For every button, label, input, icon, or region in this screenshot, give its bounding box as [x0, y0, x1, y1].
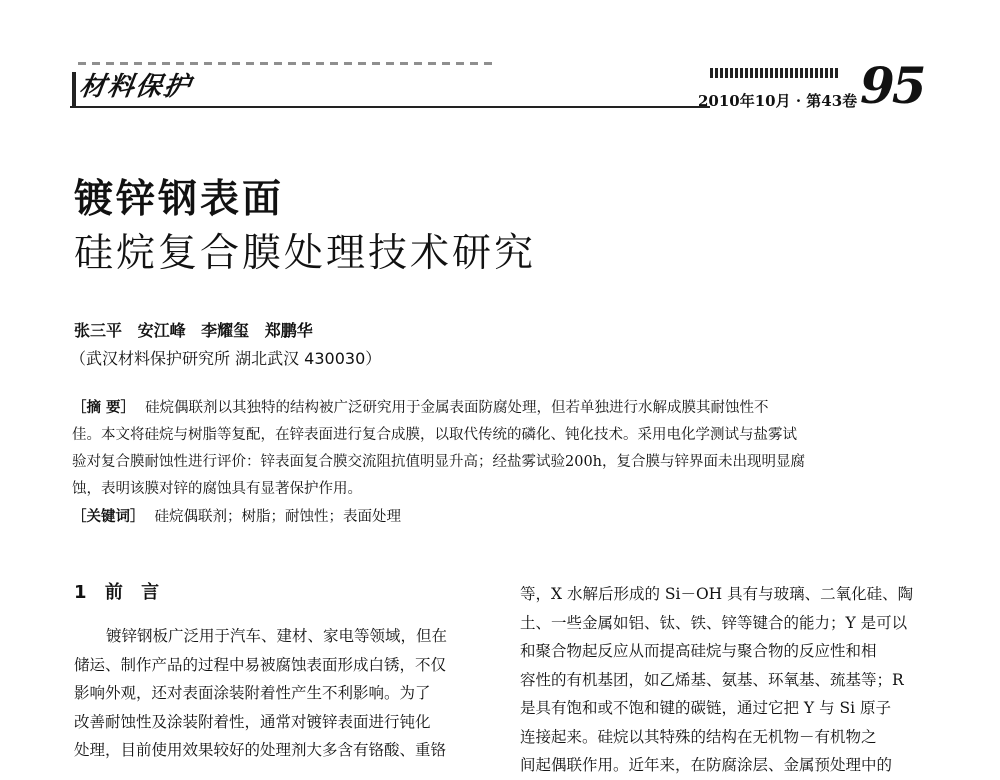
running-header — [70, 52, 924, 118]
authors: 张三平 安江峰 李耀玺 郑鹏华 — [74, 321, 313, 340]
body-line: 镀锌钢板广泛用于汽车、建材、家电等领域，但在 — [106, 627, 448, 645]
abstract-line: 蚀，表明该膜对锌的腐蚀具有显著保护作用。 — [72, 481, 362, 497]
keywords-line — [72, 503, 934, 531]
body-line: 改善耐蚀性及涂装附着性，通常对镀锌表面进行钝化 — [74, 712, 431, 731]
body-line: 影响外观，还对表面涂装附着性产生不利影响。为了 — [74, 684, 431, 702]
abstract-label: ［摘 要］ — [72, 399, 136, 416]
abstract-line: 验对复合膜耐蚀性进行评价：锌表面复合膜交流阻抗值明显升高；经盐雾试验200h，复合膜与锌界面未出现明显腐 — [72, 454, 806, 470]
keywords-label: ［关键词］ — [72, 508, 145, 525]
body-line: 储运、制作产品的过程中易被腐蚀表面形成白锈，不仅 — [74, 655, 447, 674]
header-rule — [70, 106, 710, 108]
header-dashed-rule — [78, 62, 498, 65]
affiliation: （武汉材料保护研究所 湖北武汉 430030） — [70, 349, 382, 368]
body-line: 是具有饱和或不饱和键的碳链，通过它把 Y 与 Si 原子 — [520, 699, 892, 717]
body-line: 连接起来。硅烷以其特殊的结构在无机物－有机物之 — [520, 727, 877, 746]
article-title-line1: 镀锌钢表面 — [74, 177, 285, 222]
body-line: 等，X 水解后形成的 Si－OH 具有与玻璃、二氧化硅、陶 — [520, 585, 914, 603]
abstract-line: 佳。本文将硅烷与树脂等复配，在锌表面进行复合成膜，以取代传统的磷化、钝化技术。采用电化学测试与盐雾试 — [72, 427, 797, 443]
page-number: 95 — [860, 56, 924, 115]
abstract-block — [72, 394, 934, 531]
body-line: 和聚合物起反应从而提高硅烷与聚合物的反应性和相 — [520, 642, 877, 660]
right-column — [520, 580, 932, 780]
abstract-text: 硅烷偶联剂以其独特的结构被广泛研究用于金属表面防腐处理，但若单独进行水解成膜其耐蚀性不 — [145, 400, 769, 416]
section-title: 前 言 — [104, 582, 166, 603]
left-column — [74, 622, 484, 765]
keywords-text: 硅烷偶联剂；树脂；耐蚀性；表面处理 — [154, 509, 401, 525]
body-line: 容性的有机基团，如乙烯基、氨基、环氧基、巯基等；R — [520, 670, 904, 689]
section-number: 1 — [74, 582, 93, 603]
section-heading — [74, 578, 165, 604]
article-title-line2: 硅烷复合膜处理技术研究 — [74, 231, 537, 276]
abstract-line — [72, 394, 934, 422]
header-dot-pattern — [710, 68, 840, 78]
journal-name: 材料保护 — [77, 72, 194, 102]
body-line: 土、一些金属如铝、钛、铁、锌等键合的能力；Y 是可以 — [520, 613, 908, 632]
header-corner-bar — [72, 72, 76, 108]
issue-info: 2010年10月 · 第43卷 — [698, 92, 858, 110]
body-line: 间起偶联作用。近年来，在防腐涂层、金属预处理中的 — [520, 756, 893, 774]
body-line: 处理，目前使用效果较好的处理剂大多含有铬酸、重铬 — [74, 741, 447, 759]
